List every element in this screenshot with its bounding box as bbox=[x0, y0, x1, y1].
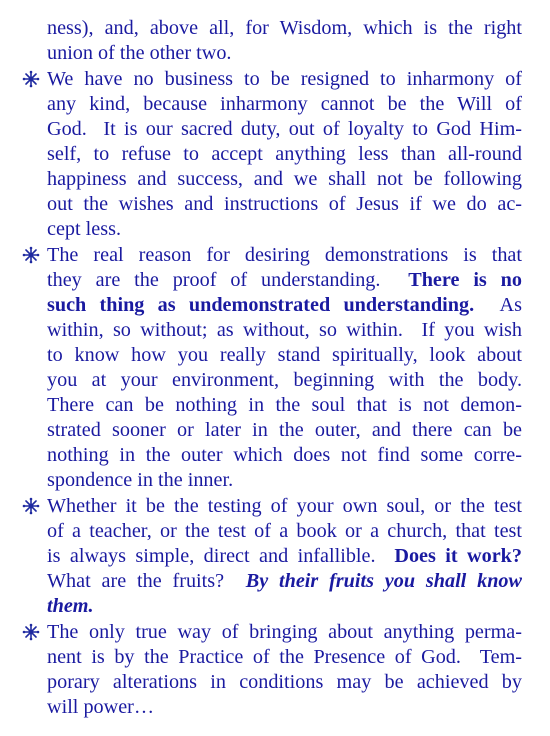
text-line: ness), and, above all, for Wisdom, which is the right bbox=[47, 17, 522, 39]
text-line: There can be nothing in the soul that is not demon- bbox=[47, 394, 522, 416]
bold-text-run: There is no bbox=[408, 269, 522, 291]
text-line: any kind, because inharmony cannot be the Will of bbox=[47, 93, 522, 115]
snowflake-icon bbox=[22, 623, 40, 641]
text-line: nent is by the Practice of the Presence of God. Tem- bbox=[47, 646, 522, 668]
text-line: happiness and success, and we shall not be following bbox=[47, 168, 522, 190]
snowflake-icon bbox=[22, 497, 40, 515]
text-line: you at your environment, beginning with the body. bbox=[47, 369, 522, 391]
snowflake-icon bbox=[22, 246, 40, 264]
text-line: The only true way of bringing about anything perma- bbox=[47, 621, 522, 643]
text-line: out the wishes and instructions of Jesus if we do ac- bbox=[47, 193, 522, 215]
text-line: of a teacher, or the test of a book or a church, that test bbox=[47, 520, 522, 542]
text-line: The real reason for desiring demonstrations is that bbox=[47, 244, 522, 266]
text-line: God. It is our sacred duty, out of loyalty to God Him- bbox=[47, 118, 522, 140]
text-line: union of the other two. bbox=[47, 42, 232, 64]
text-line: porary alterations in conditions may be achieved by bbox=[47, 671, 522, 693]
bold-text-run: Does it work? bbox=[394, 545, 522, 567]
text-run: What are the fruits? bbox=[47, 570, 246, 592]
text-line: within, so without; as without, so within. If you wish bbox=[47, 319, 522, 341]
text-line: self, to refuse to accept anything less than all-round bbox=[47, 143, 522, 165]
text-line bbox=[47, 293, 522, 318]
text-line: strated sooner or later in the outer, and there can be bbox=[47, 419, 522, 441]
text-line: We have no business to be resigned to inharmony of bbox=[47, 68, 522, 90]
text-line: to know how you really stand spiritually, look about bbox=[47, 344, 522, 366]
bold-italic-text-run: them. bbox=[47, 595, 94, 617]
text-line: will power… bbox=[47, 696, 155, 718]
text-line bbox=[47, 569, 522, 594]
text-line: nothing in the outer which does not find some corre- bbox=[47, 444, 522, 466]
text-run: is always simple, direct and infallible. bbox=[47, 545, 395, 567]
snowflake-icon bbox=[22, 70, 40, 88]
bold-text-run: such thing as undemonstrated understanding. bbox=[47, 294, 475, 316]
text-line: Whether it be the testing of your own soul, or the test bbox=[47, 495, 522, 517]
text-line bbox=[47, 594, 522, 619]
bold-italic-text-run: By their fruits you shall know bbox=[245, 570, 522, 592]
text-line bbox=[47, 268, 522, 293]
text-line: spondence in the inner. bbox=[47, 469, 234, 491]
text-line bbox=[47, 544, 522, 569]
text-run: they are the proof of understanding. bbox=[47, 269, 409, 291]
text-line: cept less. bbox=[47, 218, 121, 240]
text-run: As bbox=[474, 294, 522, 316]
